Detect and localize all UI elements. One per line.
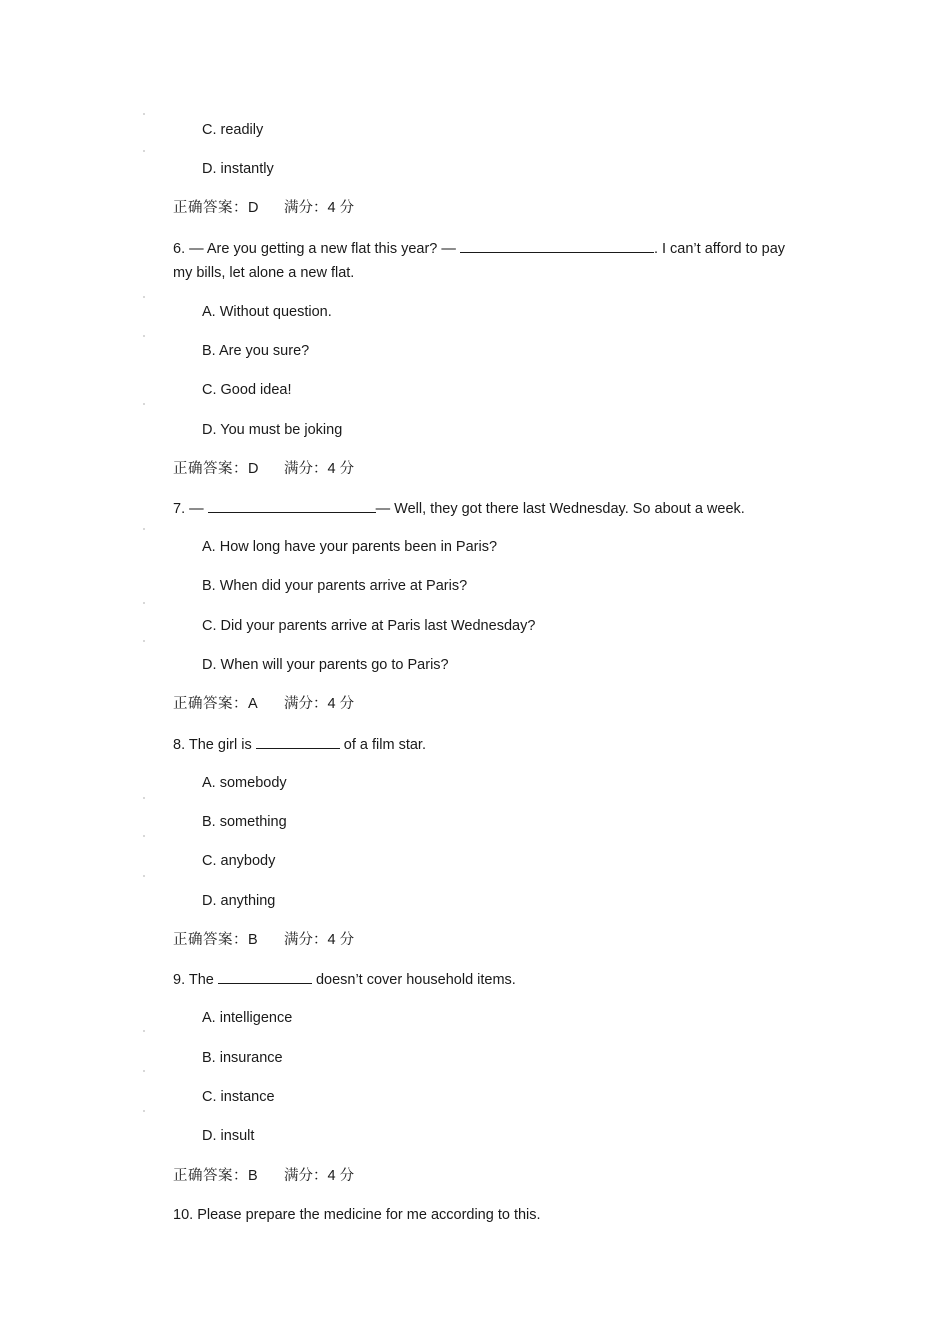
option-letter: A. — [202, 539, 216, 555]
margin-mark — [143, 602, 145, 604]
question-7 — [173, 499, 745, 518]
question-prompt: — Are you getting a new flat this year? — — [189, 241, 456, 257]
question-number: 7. — [173, 501, 186, 517]
margin-mark — [143, 875, 145, 877]
option-a — [202, 774, 287, 792]
margin-mark — [143, 1110, 145, 1112]
option-letter: D. — [202, 893, 217, 909]
option-b — [202, 577, 467, 595]
question-prompt: Please prepare the medicine for me according to this. — [197, 1207, 541, 1223]
option-text: You must be joking — [220, 422, 343, 438]
question-prompt-cont: . I can’t afford to pay — [653, 241, 786, 257]
correct-answer: 正确答案：B — [173, 1168, 259, 1184]
answer-line — [173, 931, 355, 949]
option-text: insurance — [219, 1050, 283, 1066]
full-score: 满分：4 分 — [284, 461, 355, 477]
question-8 — [173, 735, 426, 754]
margin-mark — [143, 1070, 145, 1072]
question-prompt: — — [189, 501, 204, 517]
answer-line — [173, 199, 355, 217]
question-prompt-cont: — Well, they got there last Wednesday. So about a week. — [375, 501, 745, 517]
option-text: intelligence — [219, 1010, 293, 1026]
option-text: When will your parents go to Paris? — [220, 657, 449, 673]
option-text: Are you sure? — [218, 343, 310, 359]
option-text: When did your parents arrive at Paris? — [219, 578, 468, 594]
full-score: 满分：4 分 — [284, 696, 355, 712]
option-letter: D. — [202, 161, 217, 177]
answer-blank — [218, 970, 312, 984]
correct-answer: 正确答案：B — [173, 932, 259, 948]
answer-line — [173, 695, 355, 713]
margin-mark — [143, 1030, 145, 1032]
option-text: readily — [220, 122, 264, 138]
full-score: 满分：4 分 — [284, 932, 355, 948]
option-b — [202, 342, 309, 360]
margin-mark — [143, 797, 145, 799]
option-letter: B. — [202, 578, 216, 594]
option-c — [202, 617, 535, 635]
option-d — [202, 892, 275, 910]
option-letter: A. — [202, 1010, 216, 1026]
option-c — [202, 121, 263, 139]
option-text: something — [219, 814, 287, 830]
option-c — [202, 381, 291, 399]
option-text: Good idea! — [220, 382, 292, 398]
question-number: 9. — [173, 972, 186, 988]
option-letter: B. — [202, 814, 216, 830]
option-letter: C. — [202, 1089, 217, 1105]
option-d — [202, 160, 274, 178]
option-letter: D. — [202, 422, 217, 438]
question-prompt: The — [188, 972, 214, 988]
option-text: instance — [220, 1089, 275, 1105]
option-letter: A. — [202, 775, 216, 791]
option-a — [202, 1009, 292, 1027]
question-number: 8. — [173, 737, 186, 753]
question-prompt-cont: doesn’t cover household items. — [315, 972, 516, 988]
margin-mark — [143, 640, 145, 642]
question-prompt: The girl is — [188, 737, 252, 753]
option-letter: B. — [202, 343, 216, 359]
option-c — [202, 852, 275, 870]
option-letter: D. — [202, 1128, 217, 1144]
answer-line — [173, 460, 355, 478]
option-text: somebody — [219, 775, 287, 791]
option-text: anything — [220, 893, 276, 909]
answer-line — [173, 1167, 355, 1185]
margin-mark — [143, 835, 145, 837]
correct-answer: 正确答案：D — [173, 461, 259, 477]
option-text: Without question. — [219, 304, 332, 320]
margin-mark — [143, 528, 145, 530]
option-text: insult — [220, 1128, 255, 1144]
correct-answer: 正确答案：A — [173, 696, 259, 712]
question-9 — [173, 970, 516, 989]
full-score: 满分：4 分 — [284, 1168, 355, 1184]
option-a — [202, 538, 497, 556]
option-letter: A. — [202, 304, 216, 320]
option-d — [202, 421, 342, 439]
margin-mark — [143, 335, 145, 337]
margin-mark — [143, 296, 145, 298]
option-letter: C. — [202, 122, 217, 138]
option-letter: B. — [202, 1050, 216, 1066]
answer-blank — [256, 735, 340, 749]
option-letter: C. — [202, 853, 217, 869]
option-d — [202, 656, 449, 674]
question-10 — [173, 1206, 541, 1224]
option-c — [202, 1088, 275, 1106]
option-text: Did your parents arrive at Paris last Wednesday? — [220, 618, 536, 634]
option-text: How long have your parents been in Paris? — [219, 539, 498, 555]
option-text: instantly — [220, 161, 274, 177]
option-letter: C. — [202, 618, 217, 634]
question-prompt-cont: of a film star. — [343, 737, 426, 753]
answer-blank — [208, 499, 376, 513]
margin-mark — [143, 403, 145, 405]
question-6 — [173, 239, 785, 258]
option-b — [202, 1049, 283, 1067]
margin-mark — [143, 113, 145, 115]
question-number: 10. — [173, 1207, 194, 1223]
margin-mark — [143, 150, 145, 152]
question-number: 6. — [173, 241, 186, 257]
full-score: 满分：4 分 — [284, 200, 355, 216]
question-6-line2: my bills, let alone a new flat. — [173, 265, 355, 281]
correct-answer: 正确答案：D — [173, 200, 259, 216]
option-text: anybody — [220, 853, 276, 869]
option-d — [202, 1127, 254, 1145]
option-a — [202, 303, 332, 321]
option-letter: C. — [202, 382, 217, 398]
option-b — [202, 813, 287, 831]
answer-blank — [460, 239, 654, 253]
option-letter: D. — [202, 657, 217, 673]
